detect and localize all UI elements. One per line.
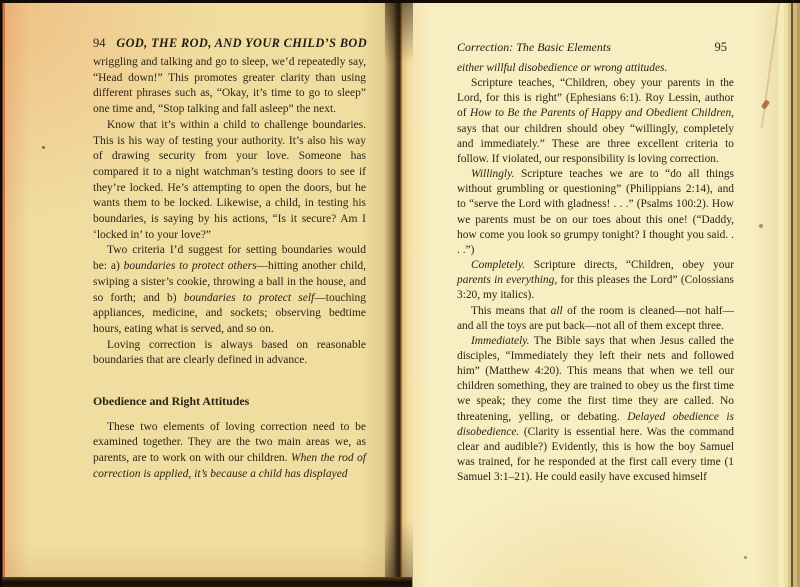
paragraph [457,334,734,486]
text-run: —touching appliances, medicine, and sockets; observing bedtime hours, eating what is served, and so on. [93,291,367,335]
right-page [402,3,778,587]
text-run: Know that it’s within a child to challenge boundaries. This is his way of testing your authority. It’s also his way of drawing security from your love. Someone has compared it to a night watchman’s testing doors to see if they’re locked. He’s attempting to open the doors, but he wants them to be locked. Likewise, a child, in testing his boundaries, is saying by his actions, “Is it secure? Am I ‘locked in’ to your love?” [93,118,366,241]
italic-text-run: boundaries to protect self [183,291,315,304]
right-page-text [457,61,734,485]
text-run: This means that [471,304,551,317]
italic-text-run: boundaries to protect others [123,260,257,273]
paragraph [457,304,734,334]
text-run: —hitting another child, swiping a sister’s cookie, throwing a ball in the house, and so forth; and b) [93,260,367,304]
section-heading: Obedience and Right Attitudes [93,394,250,409]
paragraph [93,243,366,337]
italic-text-run: When the rod of correction is applied, it’s because a child has displayed [93,452,367,480]
text-run: Loving correction is always based on reasonable boundaries that are clearly defined in advance. [93,338,366,367]
italic-text-run: either willful disobedience or wrong attitudes. [457,62,668,74]
text-run: The Bible says that when Jesus called the disciples, “Immediately they left their nets and followed him” (Matthew 4:20). This means that when we tell our children something, they are trained to obey us the first time we speak; they come the first time they are called. No threatening, yelling, or debating. [457,334,734,423]
paragraph [93,420,366,483]
text-run: Two criteria I’d suggest for setting boundaries would be: a) [93,244,366,273]
book-left-cover-edge [0,0,5,587]
paragraph [457,76,734,167]
book-spine-gutter [385,0,413,587]
stain-speck [759,224,763,228]
left-running-head: GOD, THE ROD, AND YOUR CHILD’S BOD [116,36,367,50]
left-page-number: 94 [93,36,106,50]
text-run: of the room is cleaned—not half—and all the toys are put back—not all of them except three. [457,304,734,332]
italic-text-run: Delayed obedience is disobedience. [457,410,734,438]
left-page-header [93,36,367,51]
stain-speck [42,146,45,149]
italic-text-run: Immediately. [471,334,530,347]
left-page-text [93,55,366,483]
right-page-number: 95 [714,40,727,54]
text-run: says that our children should obey “willingly, completely and immediately.” These are three excellent criteria to follow. If violated, our responsibility is loving correction. [457,122,734,165]
text-run: for this pleases the Lord” (Colossians 3:20, my italics). [457,274,734,302]
italic-text-run: Completely. [471,259,526,272]
left-page [4,3,396,579]
paragraph [93,55,366,118]
italic-text-run: How to Be the Parents of Happy and Obedient Children, [470,107,734,120]
italic-text-run: all [550,304,563,317]
text-run: wriggling and talking and go to sleep, we’d repeatedly say, “Head down!” This promotes greater clarity than using different phrases such as, “Okay, it’s time to go to sleep” one time and, “Stop talking and fall asleep” the next. [93,56,366,116]
text-run: Scripture teaches, “Children, obey your parents in the Lord, for this is right” (Ephesians 6:1). Roy Lessin, author of [457,77,734,120]
right-page-header [457,40,727,55]
paragraph [457,258,734,303]
italic-text-run: Willingly. [471,168,515,181]
book-top-edge [0,0,800,3]
book-bottom-edge [2,577,412,587]
text-run: Scripture directs, “Children, obey your [525,259,734,272]
paragraph [457,167,734,258]
right-running-head: Correction: The Basic Elements [457,40,611,54]
paragraph [93,338,366,369]
text-run: Scripture teaches we are to “do all things without grumbling or questioning” (Philippians 2:14), and to “serve the Lord with gladness! . . .” (Psalms 100:2). How we parents must be on our toes about this one! (“Daddy, how come you look so grumpy tonight? I thought you said. . . .”) [457,168,734,256]
paragraph [457,61,734,76]
text-run: These two elements of loving correction need to be examined together. They are the two main areas we, as parents, are to work on with our children. [93,420,366,465]
italic-text-run: parents in everything, [457,274,558,287]
stain-speck [744,556,747,559]
text-run: (Clarity is essential here. Was the command clear and audible?) Evidently, this is how the boy Samuel was trained, for he responded at the first call every time (1 Samuel 3:1–21). He could easily have excused himself [457,425,734,484]
paragraph [93,118,366,244]
page-stack-right-edge [778,0,800,587]
